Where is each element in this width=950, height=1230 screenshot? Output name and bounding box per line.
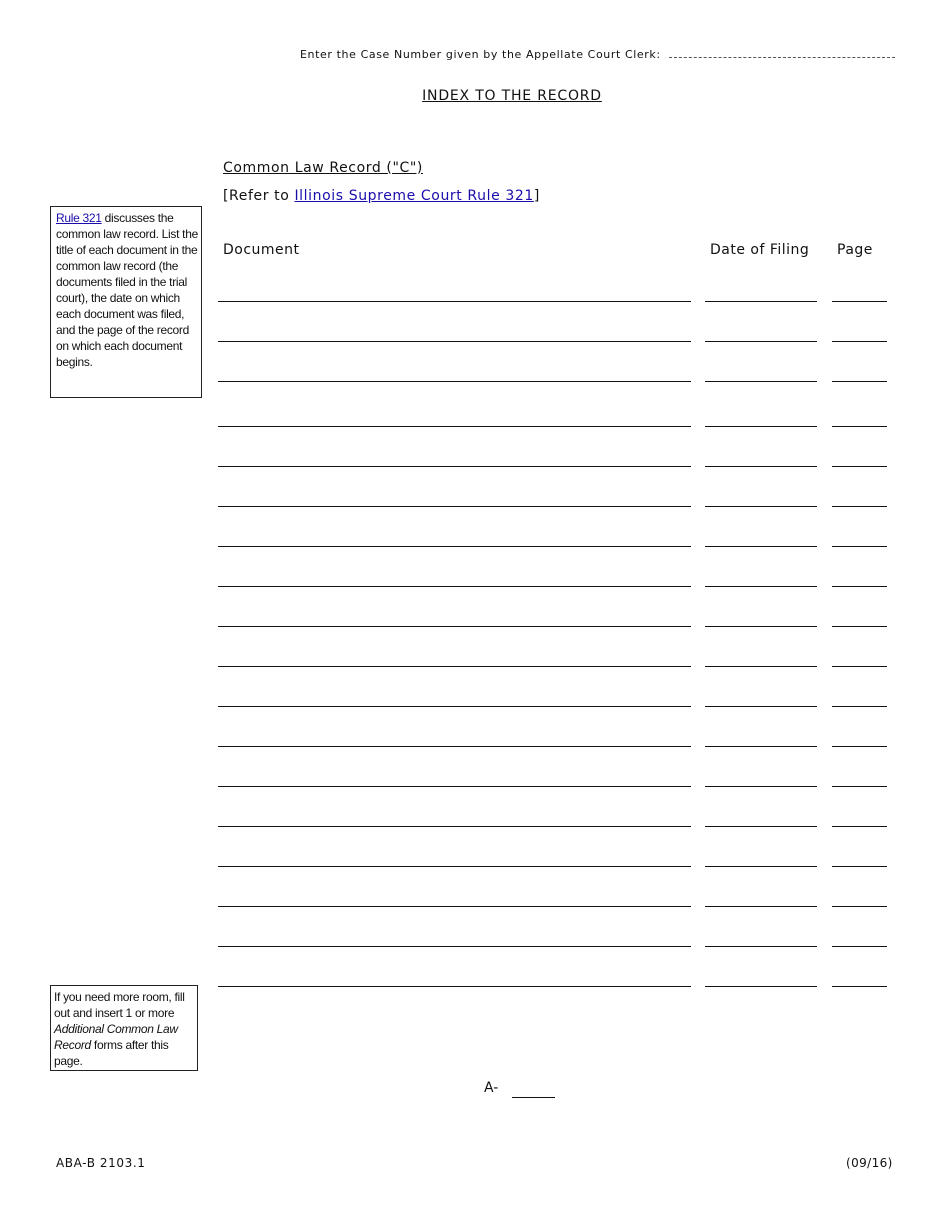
page-field[interactable] (832, 866, 887, 867)
rule-note-box (50, 206, 202, 398)
document-field[interactable] (218, 626, 691, 627)
date-field[interactable] (705, 786, 817, 787)
date-field[interactable] (705, 986, 817, 987)
page-field[interactable] (832, 341, 887, 342)
page-title: INDEX TO THE RECORD (422, 88, 602, 104)
page-field[interactable] (832, 381, 887, 382)
document-field[interactable] (218, 706, 691, 707)
document-field[interactable] (218, 866, 691, 867)
more-room-italic: Additional Common Law Record (54, 1022, 178, 1052)
refer-line (223, 188, 540, 204)
page-number-prefix: A- (484, 1080, 499, 1096)
section-title: Common Law Record ("C") (223, 160, 423, 176)
date-field[interactable] (705, 626, 817, 627)
document-field[interactable] (218, 586, 691, 587)
page-field[interactable] (832, 626, 887, 627)
case-number-line (300, 47, 886, 61)
form-id: ABA-B 2103.1 (56, 1156, 146, 1170)
date-field[interactable] (705, 746, 817, 747)
more-room-note-box (50, 985, 198, 1071)
rule-321-link[interactable]: Illinois Supreme Court Rule 321 (294, 188, 534, 204)
page-field[interactable] (832, 546, 887, 547)
case-number-input[interactable] (669, 47, 895, 58)
page-field[interactable] (832, 706, 887, 707)
date-field[interactable] (705, 301, 817, 302)
document-field[interactable] (218, 381, 691, 382)
date-field[interactable] (705, 426, 817, 427)
document-field[interactable] (218, 746, 691, 747)
document-field[interactable] (218, 341, 691, 342)
page-field[interactable] (832, 906, 887, 907)
date-field[interactable] (705, 341, 817, 342)
page-column-header: Page (837, 242, 873, 258)
page-field[interactable] (832, 986, 887, 987)
document-field[interactable] (218, 546, 691, 547)
date-field[interactable] (705, 381, 817, 382)
page-field[interactable] (832, 301, 887, 302)
document-field[interactable] (218, 666, 691, 667)
document-column-header: Document (223, 242, 300, 258)
date-field[interactable] (705, 946, 817, 947)
page-field[interactable] (832, 506, 887, 507)
page-field[interactable] (832, 466, 887, 467)
document-field[interactable] (218, 301, 691, 302)
date-field[interactable] (705, 866, 817, 867)
date-field[interactable] (705, 466, 817, 467)
document-field[interactable] (218, 986, 691, 987)
page-number-input[interactable] (512, 1097, 555, 1098)
document-field[interactable] (218, 466, 691, 467)
more-room-text-after: forms after this page. (54, 1038, 169, 1068)
refer-prefix: [Refer to (223, 188, 295, 204)
page-field[interactable] (832, 826, 887, 827)
date-field[interactable] (705, 906, 817, 907)
date-field[interactable] (705, 546, 817, 547)
document-field[interactable] (218, 506, 691, 507)
date-field[interactable] (705, 586, 817, 587)
document-field[interactable] (218, 786, 691, 787)
date-field[interactable] (705, 666, 817, 667)
rule-note-link[interactable]: Rule 321 (56, 211, 102, 225)
page-field[interactable] (832, 746, 887, 747)
case-number-label: Enter the Case Number given by the Appellate Court Clerk: (300, 48, 661, 61)
document-field[interactable] (218, 826, 691, 827)
page-field[interactable] (832, 426, 887, 427)
page-field[interactable] (832, 946, 887, 947)
page-field[interactable] (832, 666, 887, 667)
date-column-header: Date of Filing (710, 242, 810, 258)
page-field[interactable] (832, 786, 887, 787)
date-field[interactable] (705, 826, 817, 827)
document-field[interactable] (218, 946, 691, 947)
page-field[interactable] (832, 586, 887, 587)
document-field[interactable] (218, 426, 691, 427)
date-field[interactable] (705, 506, 817, 507)
rule-note-text: discusses the common law record. List the title of each document in the common law record (the documents filed in the trial court), the date on which each document was filed, and the page of the record on which each document begins. (56, 211, 198, 369)
more-room-text-before: If you need more room, fill out and insert 1 or more (54, 990, 185, 1020)
refer-suffix: ] (533, 188, 540, 204)
document-field[interactable] (218, 906, 691, 907)
revision-date: (09/16) (846, 1156, 893, 1170)
date-field[interactable] (705, 706, 817, 707)
